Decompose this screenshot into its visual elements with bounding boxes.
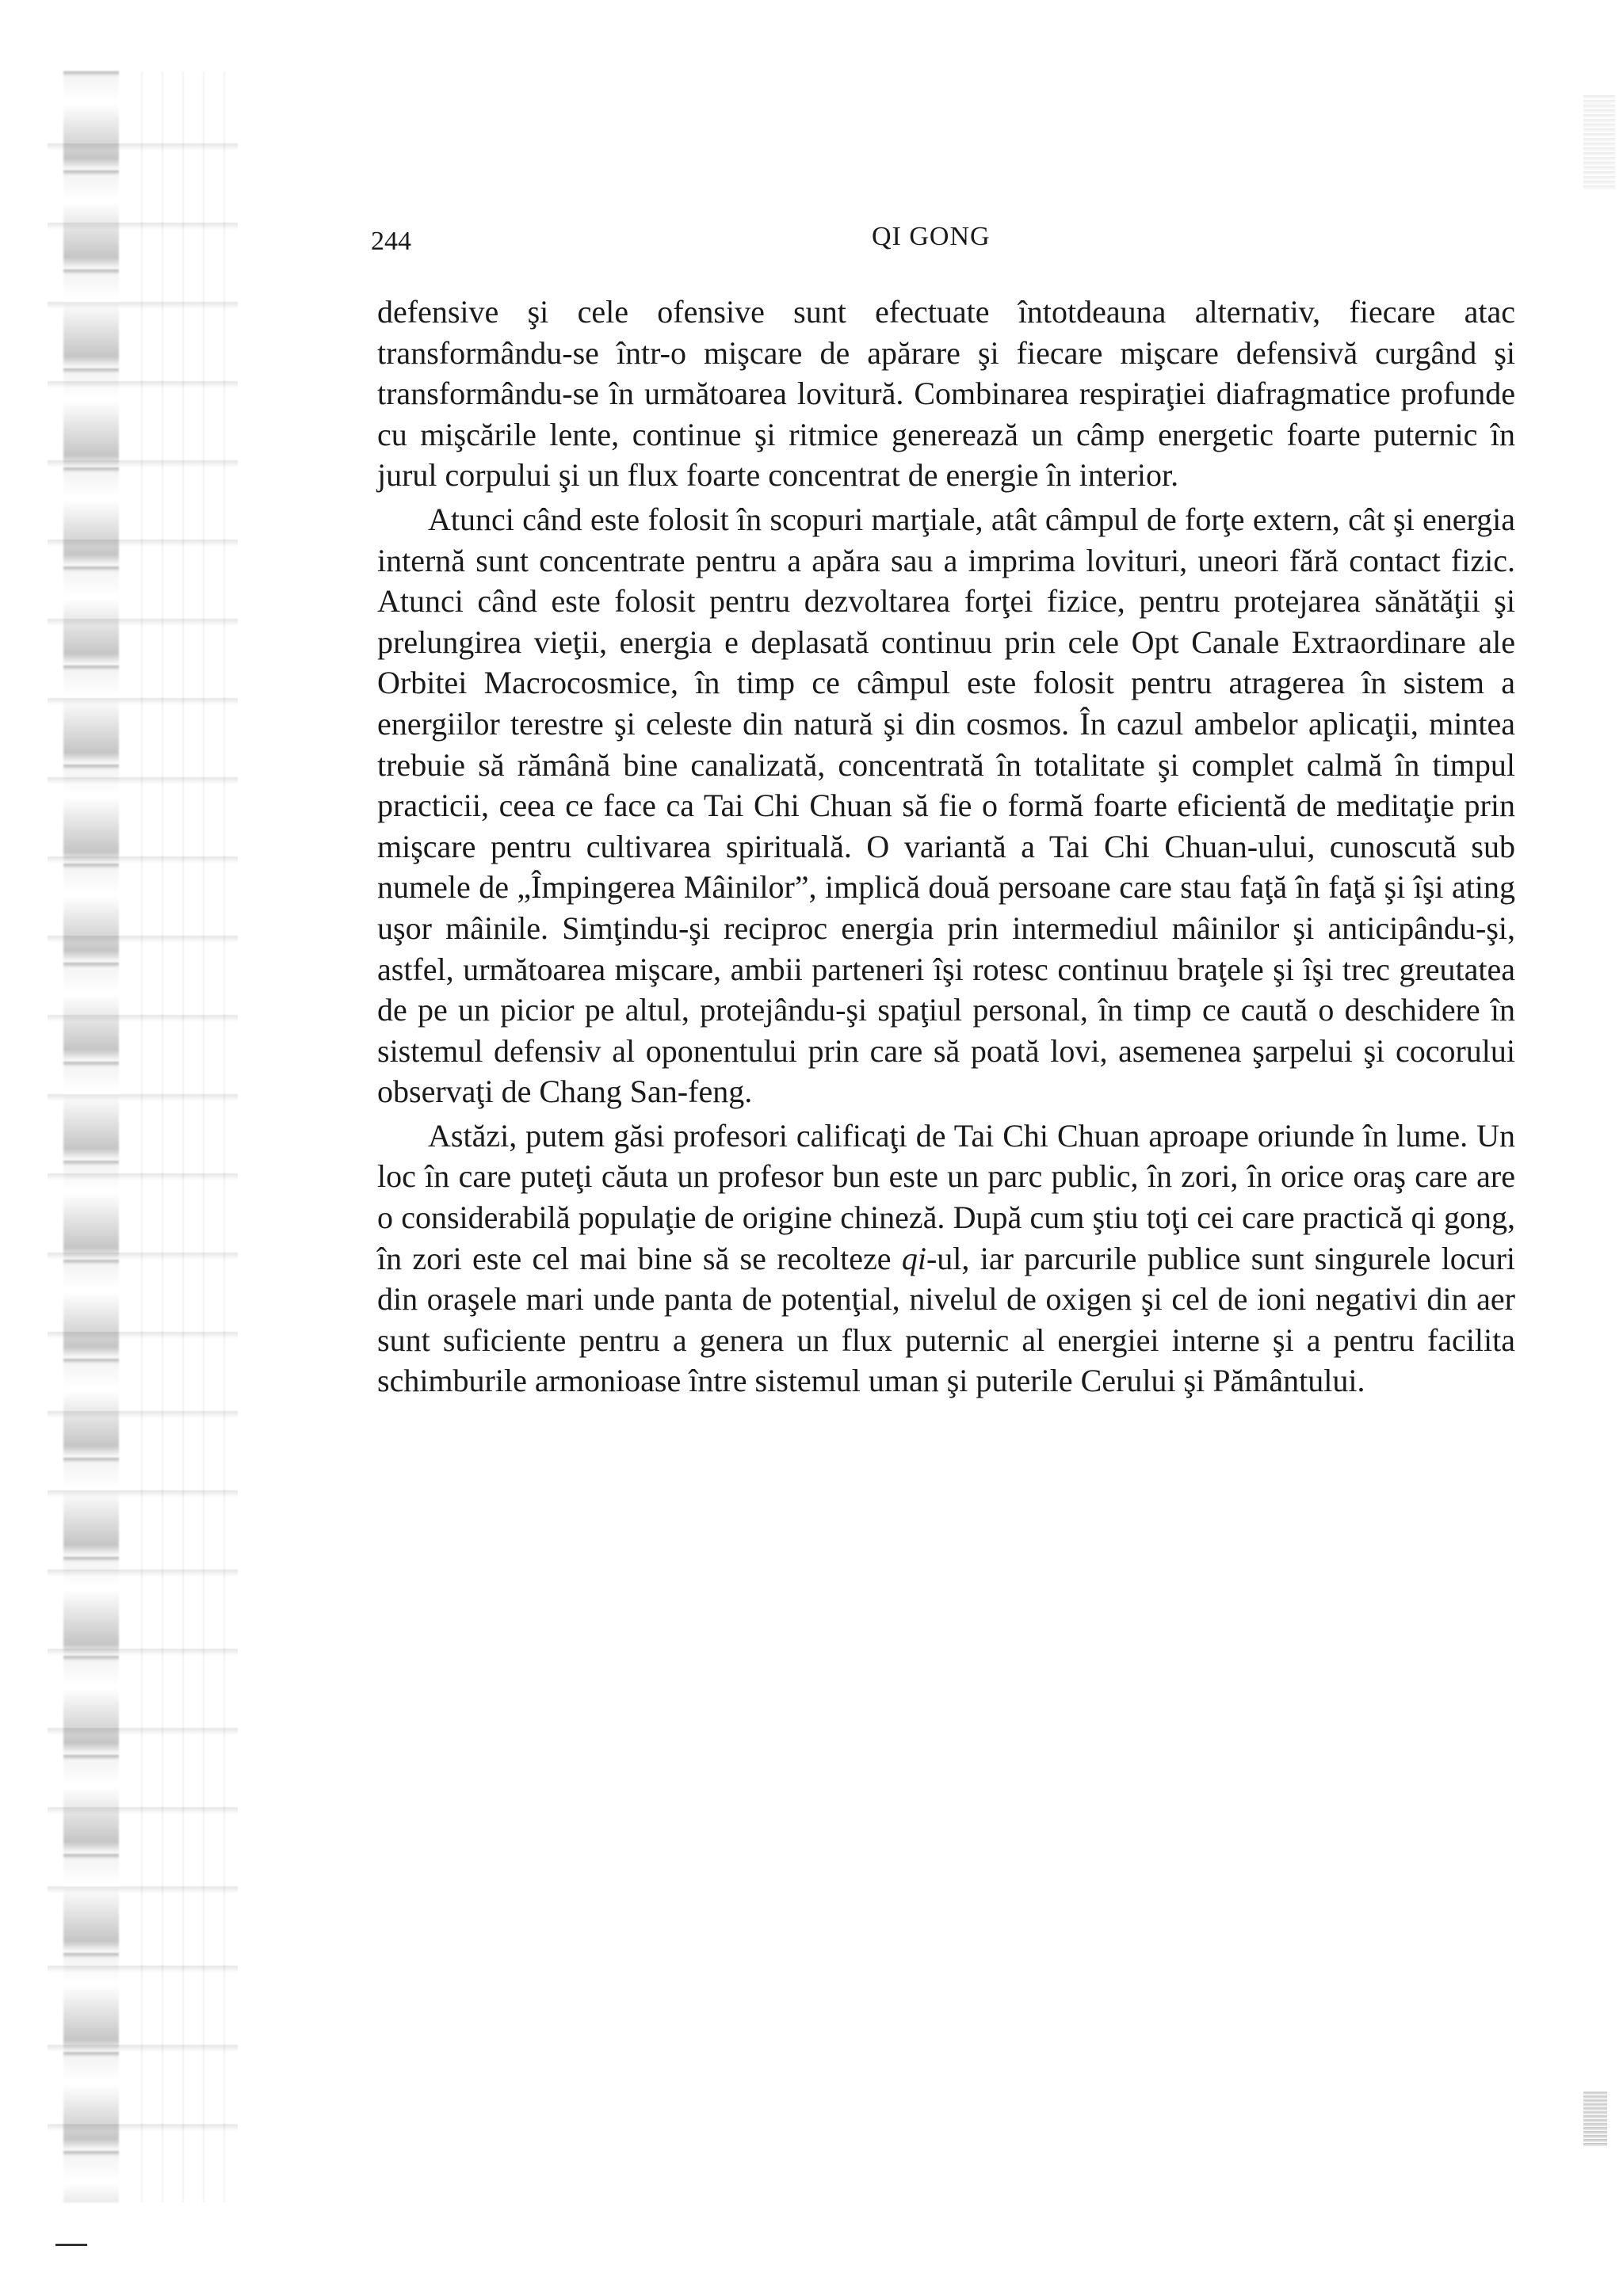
paragraph-3-text-end: -ul, iar parcurile publice sunt singurele locuri din oraşele mari unde panta de potenţial, nivelul de oxigen şi cel de ioni negativi din aer sunt suficiente pentru a genera un flux puternic al energiei interne şi a pentru facilita schimburile armonioase între sistemul uman şi puterile Cerului şi Pământului. <box>377 1240 1515 1399</box>
scan-edge-mark <box>1583 95 1615 190</box>
page-header <box>371 222 1560 266</box>
paragraph-1: defensive şi cele ofensive sunt efectuate întotdeauna alternativ, fiecare atac transformându-se într-o mişcare de apărare şi fiecare mişcare defensivă curgând şi transformându-se în următoarea lovitură. Combinarea respiraţiei diafragmatice profunde cu mişcările lente, continue şi ritmice generează un câmp energetic foarte puternic în jurul corpului şi un flux foarte concentrat de energie în interior. <box>377 294 1515 494</box>
body-text <box>377 292 1515 1402</box>
scan-dash-mark <box>55 2244 87 2246</box>
paragraph-3 <box>377 1116 1515 1402</box>
scan-binding-strip <box>48 71 238 2203</box>
page-number: 244 <box>371 227 411 256</box>
running-title: QI GONG <box>872 222 991 251</box>
paragraph-3-italic-term: qi <box>901 1240 926 1276</box>
scan-edge-mark-bottom <box>1583 2092 1607 2147</box>
paragraph-2: Atunci când este folosit în scopuri marţiale, atât câmpul de forţe extern, cât şi energia internă sunt concentrate pentru a apăra sau a imprima lovituri, uneori fără contact fizic. Atunci când este folosit pentru dezvoltarea forţei fizice, pentru protejarea sănătăţii şi prelungirea vieţii, energia e deplasată continuu prin cele Opt Canale Extraordinare ale Orbitei Macrocosmice, în timp ce câmpul este folosit pentru atragerea în sistem a energiilor terestre şi celeste din natură şi din cosmos. În cazul ambelor aplicaţii, mintea trebuie să rămână bine canalizată, concentrată în totalitate şi complet calmă în timpul practicii, ceea ce face ca Tai Chi Chuan să fie o formă foarte eficientă de meditaţie prin mişcare pentru cultivarea spirituală. O variantă a Tai Chi Chuan-ului, cunoscută sub numele de „Împingerea Mâinilor”, implică două persoane care stau faţă în faţă şi îşi ating uşor mâinile. Simţindu-şi reciproc energia prin intermediul mâinilor şi anticipându-şi, astfel, următoarea mişcare, ambii parteneri îşi rotesc continuu braţele şi îşi trec greutatea de pe un picior pe altul, protejându-şi spaţiul personal, în timp ce caută o deschidere în sistemul defensiv al oponentului prin care să poată lovi, asemenea şarpelui şi cocorului observaţi de Chang San-feng. <box>377 501 1515 1110</box>
paragraph-3-text-start: Astăzi, putem găsi profesori calificaţi de Tai Chi Chuan aproape oriunde în lume. Un loc în care puteţi căuta un profesor bun este un parc public, în zori, în orice oraş care are o considerabilă populaţie de origine chineză. După cum ştiu toţi cei care practică qi gong, în zori este cel mai bine să se recolteze <box>377 1117 1515 1276</box>
